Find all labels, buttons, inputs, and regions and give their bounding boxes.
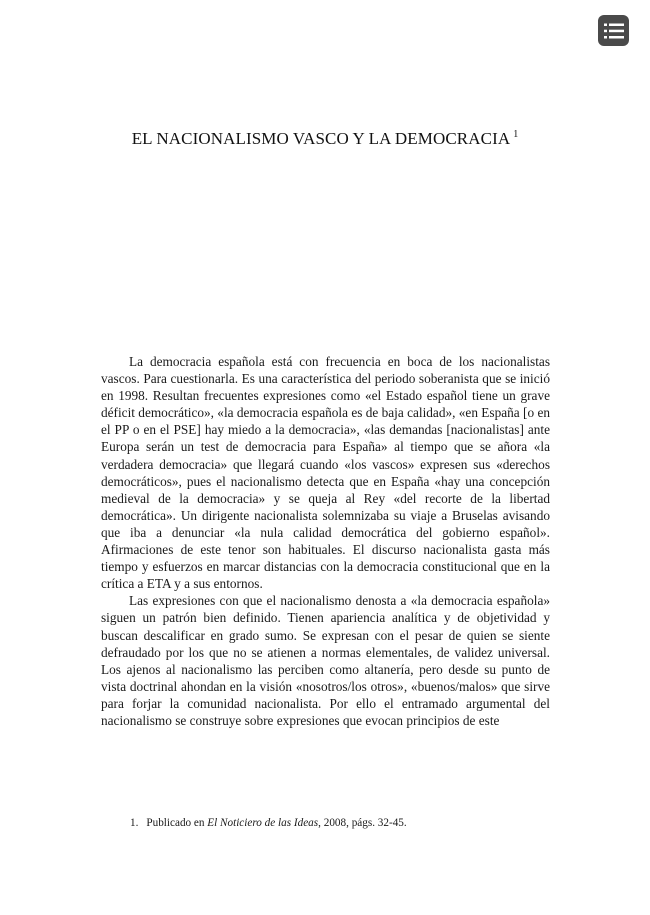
footnote-source: El Noticiero de las Ideas — [207, 817, 319, 829]
menu-button[interactable] — [598, 15, 629, 46]
list-menu-icon — [603, 21, 625, 41]
body-text — [101, 353, 550, 729]
paragraph-1: La democracia española está con frecuencia en boca de los nacionalistas vascos. Para cuestionarla. Es una característica del periodo soberanista que se inició en 1998. Resultan frecuentes expresiones como «el Estado español tiene un grave déficit democrático», «la democracia española es de baja calidad», «en España [o en el PP o en el PSE] hay miedo a la democracia», «las demandas [nacionalistas] ante Europa serán un test de democracia para España» al tiempo que se añora «la verdadera democracia» que llegará cuando «los vascos» expresen sus «derechos democráticos», pues el nacionalismo detecta que en España «hay una concepción medieval de la democracia» y se queja al Rey «del recorte de la libertad democrática». Un dirigente nacionalista solemnizaba su viaje a Bruselas avisando que iba a denunciar «la nula calidad democrática del gobierno español». Afirmaciones de este tenor son habituales. El discurso nacionalista gasta más tiempo y esfuerzos en marcar distancias con la democracia constitucional que en la crítica a ETA y a sus entornos. — [101, 354, 550, 592]
footnote-suffix: , 2008, págs. 32-45. — [318, 817, 407, 829]
footnote-prefix: Publicado en — [146, 817, 205, 829]
footnote-number: 1. — [130, 817, 139, 829]
chapter-title — [0, 129, 650, 149]
footnote — [130, 817, 550, 829]
paragraph-2: Las expresiones con que el nacionalismo denosta a «la democracia española» siguen un patrón bien definido. Tienen apariencia analítica y de objetividad y buscan descalificar en grado sumo. Se expresan con el pesar de quien se siente defraudado por los que no se atienen a normas elementales, de validez universal. Los ajenos al nacionalismo las perciben como altanería, pero desde su punto de vista doctrinal ahondan en la visión «nosotros/los otros», «buenos/malos» que sirve para forjar la comunidad nacionalista. Por ello el entramado argumental del nacionalismo se construye sobre expresiones que evocan principios de este — [101, 593, 550, 728]
chapter-title-text: EL NACIONALISMO VASCO Y LA DEMOCRACIA — [131, 129, 511, 148]
footnote-reference[interactable]: 1 — [513, 129, 519, 140]
